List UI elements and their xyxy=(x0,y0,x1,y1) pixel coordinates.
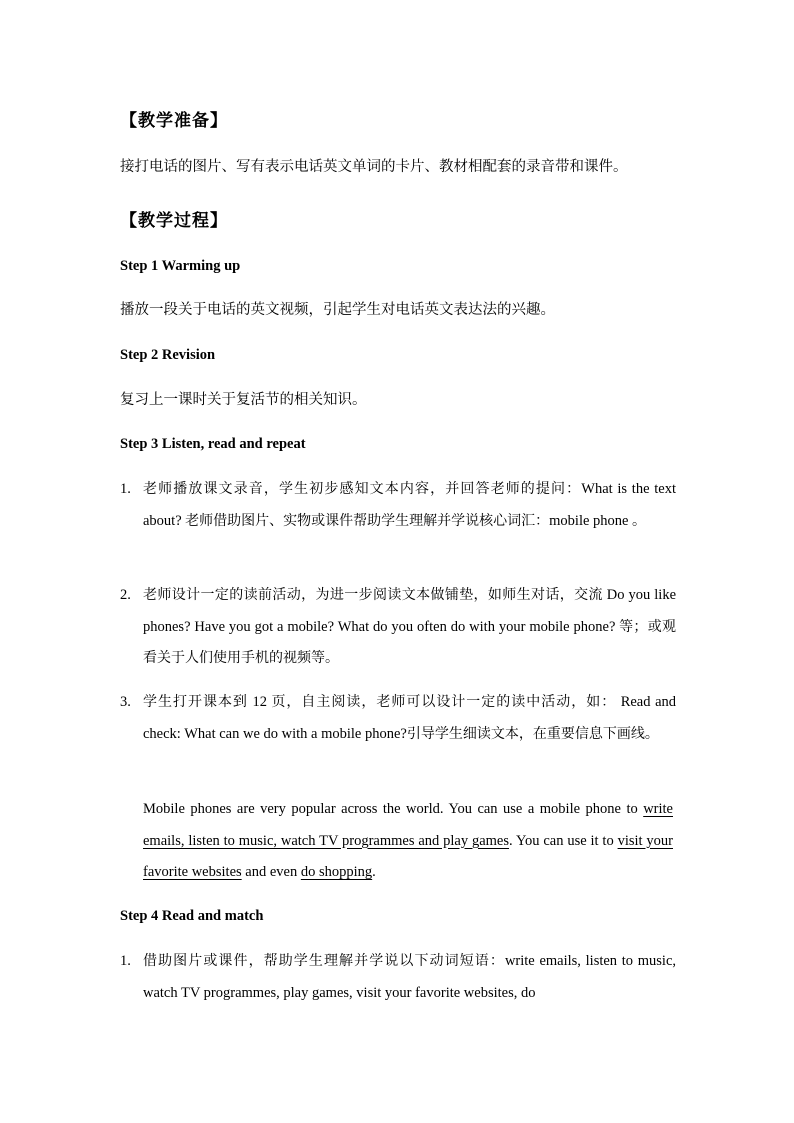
item-number: 1. xyxy=(120,953,131,969)
step1-title: Step 1 Warming up xyxy=(120,258,241,274)
item-text: 学生打开课本到 xyxy=(143,694,248,710)
item-text: mobile phone xyxy=(549,512,629,529)
item-text: 引导学生细读文本，在重要信息下画线。 xyxy=(406,725,659,742)
step3-item-1 xyxy=(120,474,676,537)
step3-title: Step 3 Listen, read and repeat xyxy=(120,436,306,452)
item-text: 老师播放课文录音，学生初步感知文本内容，并回答老师的提问： xyxy=(143,481,582,497)
item-text: 。 xyxy=(632,512,646,529)
step4-title: Step 4 Read and match xyxy=(120,908,264,924)
step2-text: 复习上一课时关于复活节的相关知识。 xyxy=(120,392,367,408)
step3-item-3 xyxy=(120,687,676,750)
item-text: write emails, listen to music, watch TV programmes, play games, visit your favorite websites, do xyxy=(143,953,676,1001)
passage-text: Mobile phones are very popular across the world. You can use a mobile phone to xyxy=(143,801,644,817)
item-text: 等；或观看关于人们使用手机的视频等。 xyxy=(143,618,676,666)
reading-passage xyxy=(143,794,673,889)
section-heading-preparation: 【教学准备】 xyxy=(120,111,228,131)
item-text: 老师借助图片、实物或课件帮助学生理解并学说核心词汇： xyxy=(185,512,550,529)
passage-text: . xyxy=(372,864,376,880)
item-number: 2. xyxy=(120,587,131,603)
step2-title: Step 2 Revision xyxy=(120,347,216,363)
item-text: 页，自主阅读，老师可以设计一定的读中活动，如： xyxy=(271,694,617,710)
item-text: Read and check: What can we do with a mobile phone? xyxy=(143,694,677,742)
section-heading-process: 【教学过程】 xyxy=(120,211,228,231)
passage-text: and even xyxy=(241,864,301,880)
item-text: What is the text about? xyxy=(143,481,677,529)
item-text: 老师设计一定的读前活动，为进一步阅读文本做铺垫，如师生对话，交流 xyxy=(143,587,603,603)
passage-text: . You can use it to xyxy=(509,832,618,849)
passage-underlined: write emails, listen to music, watch TV programmes and play games xyxy=(143,801,673,849)
step4-item-1 xyxy=(120,946,676,1009)
passage-underlined: visit your favorite websites xyxy=(143,832,673,880)
item-text: Do you like phones? Have you got a mobile? What do you often do with your mobile phone? xyxy=(143,587,677,635)
item-text: 12 xyxy=(252,694,267,710)
step1-text: 播放一段关于电话的英文视频，引起学生对电话英文表达法的兴趣。 xyxy=(120,302,555,318)
passage-underlined: do shopping xyxy=(300,864,373,880)
step3-item-2 xyxy=(120,580,676,675)
item-number: 3. xyxy=(120,694,131,710)
item-text: 借助图片或课件，帮助学生理解并学说以下动词短语： xyxy=(143,953,505,969)
preparation-text: 接打电话的图片、写有表示电话英文单词的卡片、教材相配套的录音带和课件。 xyxy=(120,159,628,175)
item-number: 1. xyxy=(120,481,131,497)
